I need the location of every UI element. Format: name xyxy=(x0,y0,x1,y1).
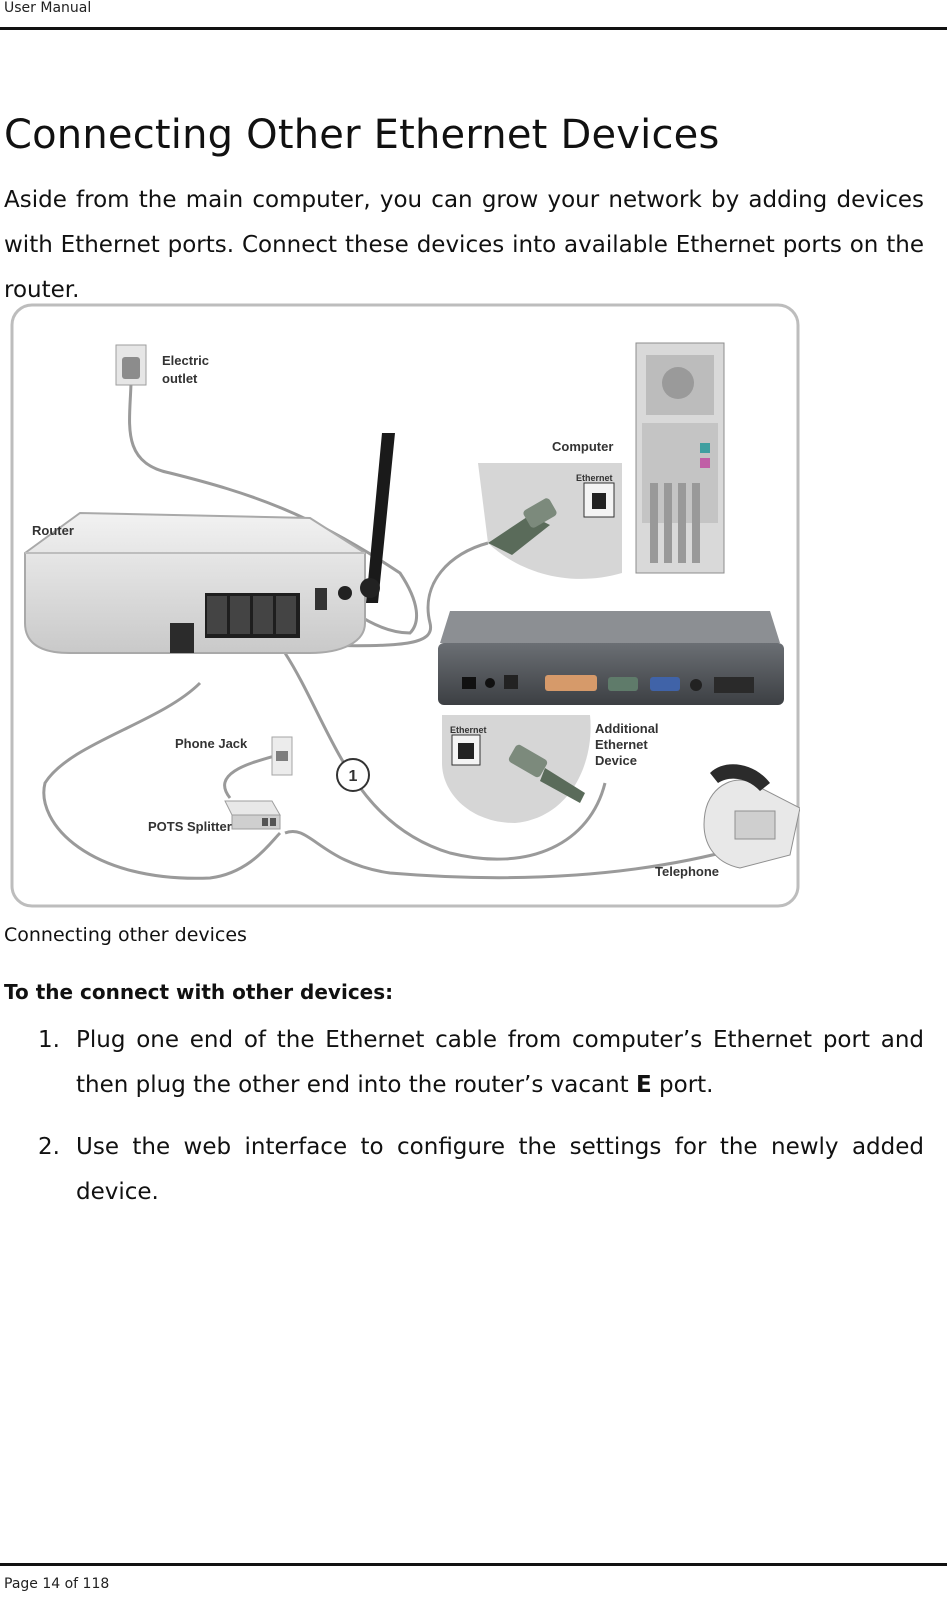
step-number: 1. xyxy=(38,1027,60,1053)
connection-figure xyxy=(10,303,800,908)
step-text-part: Plug one end of the Ethernet cable from computer’s Ethernet port and then plug the other end into the router’s vacant xyxy=(76,1027,924,1098)
port-letter: E xyxy=(636,1072,652,1098)
phone-jack xyxy=(272,737,292,775)
additional-device-label-line1: Additional xyxy=(595,721,659,736)
step-callout-number: 1 xyxy=(348,768,358,785)
connection-diagram xyxy=(10,303,800,908)
device-port-label: Ethernet xyxy=(450,725,487,735)
pots-splitter xyxy=(225,801,280,829)
step-number: 2. xyxy=(38,1134,60,1160)
step-item xyxy=(38,1018,924,1108)
router-label: Router xyxy=(32,523,74,538)
electric-outlet-label-line2: outlet xyxy=(162,371,198,386)
figure-caption: Connecting other devices xyxy=(4,924,247,946)
step-text-part: port. xyxy=(651,1072,714,1098)
step-callout xyxy=(337,759,369,791)
laptop xyxy=(438,611,784,705)
additional-device-label-line2: Ethernet xyxy=(595,737,648,752)
electric-outlet xyxy=(116,345,146,385)
page-title: Connecting Other Ethernet Devices xyxy=(4,112,720,158)
steps-heading: To the connect with other devices: xyxy=(4,980,394,1004)
computer-tower xyxy=(636,343,724,573)
router xyxy=(25,513,365,653)
electric-outlet-label-line1: Electric xyxy=(162,353,209,368)
footer-divider xyxy=(0,1563,947,1566)
telephone-label: Telephone xyxy=(655,864,720,879)
running-header: User Manual xyxy=(4,0,92,16)
additional-device-label-line3: Device xyxy=(595,753,637,768)
header-divider xyxy=(0,27,947,30)
computer-label: Computer xyxy=(552,439,614,454)
computer-port-label: Ethernet xyxy=(576,473,613,483)
intro-paragraph: Aside from the main computer, you can grow your network by adding devices with Ethernet ports. Connect these devices into available Ethernet ports on the router. xyxy=(4,187,924,303)
steps-list xyxy=(38,1018,924,1232)
page-number: Page 14 of 118 xyxy=(4,1576,110,1592)
pots-splitter-label: POTS Splitter xyxy=(148,819,232,834)
step-text: Use the web interface to configure the settings for the newly added device. xyxy=(76,1134,924,1205)
phone-jack-label: Phone Jack xyxy=(175,736,248,751)
step-item xyxy=(38,1125,924,1215)
